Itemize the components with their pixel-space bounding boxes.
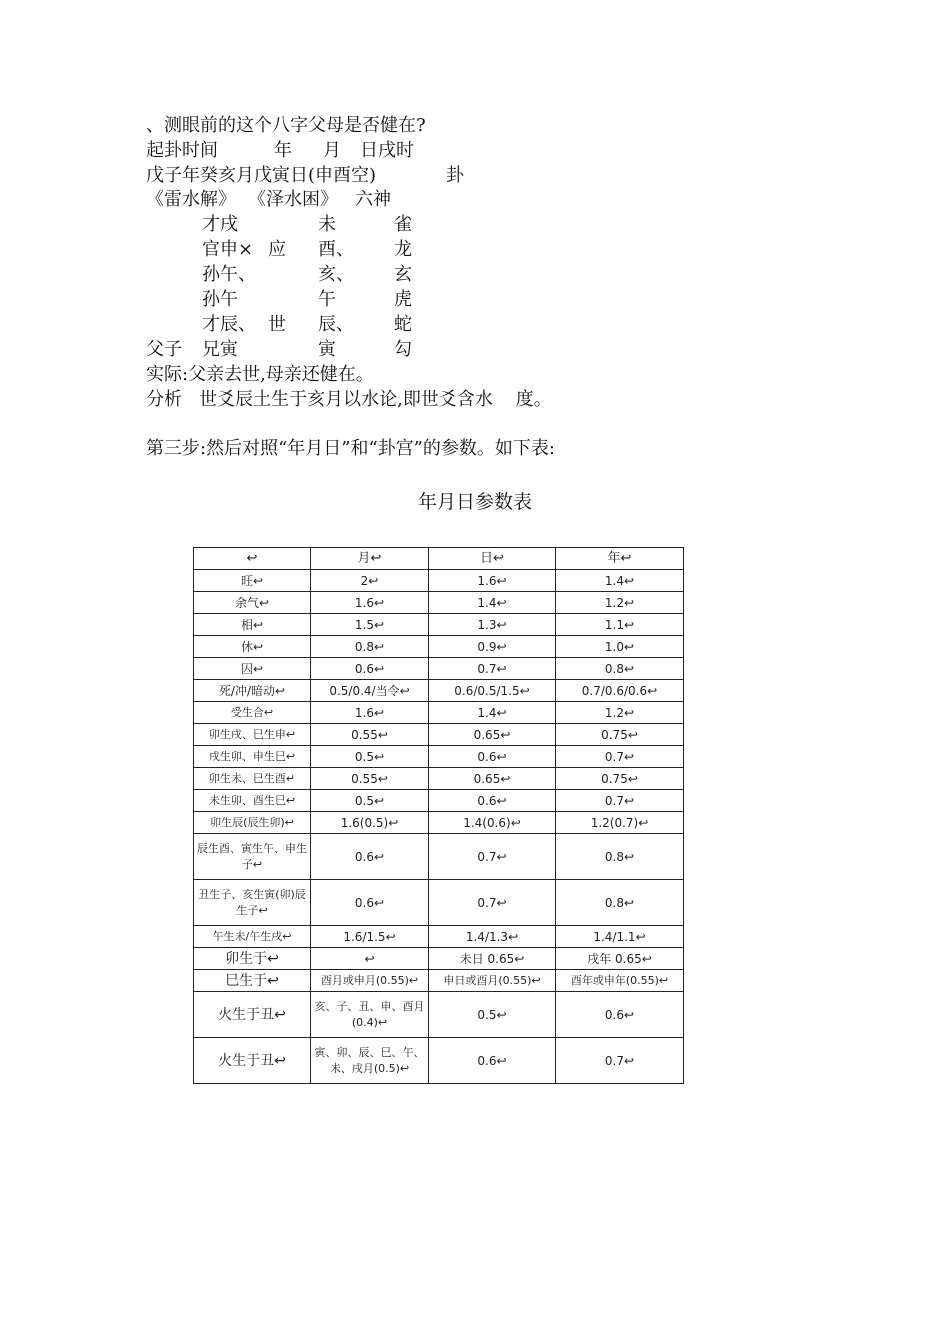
table-cell: 1.2↩ xyxy=(556,702,684,724)
table-cell: 0.6↩ xyxy=(556,992,684,1038)
table-row xyxy=(194,790,684,812)
table-cell: 0.5/0.4/当令↩ xyxy=(311,680,429,702)
table-cell: 0.5↩ xyxy=(429,992,556,1038)
row-label: 卯生辰(辰生卯)↩ xyxy=(194,812,311,834)
table-cell: 0.8↩ xyxy=(556,658,684,680)
table-cell: 1.4(0.6)↩ xyxy=(429,812,556,834)
table-row xyxy=(194,768,684,790)
fuzi-d: 勾 xyxy=(394,339,412,360)
yao-1-c1: 才戌 xyxy=(202,214,238,235)
row-label: 火生于丑↩ xyxy=(194,1038,311,1084)
row-label: 火生于丑↩ xyxy=(194,992,311,1038)
fuzi-c: 寅 xyxy=(318,339,336,360)
table-row xyxy=(194,926,684,948)
row-label: 卯生戌、巳生申↩ xyxy=(194,724,311,746)
table-cell: 1.6/1.5↩ xyxy=(311,926,429,948)
row-label: 卯生于↩ xyxy=(194,948,311,970)
yao-3-c4: 玄 xyxy=(394,264,412,285)
yao-5-c3: 辰、 xyxy=(318,314,354,335)
fuzi-b: 兄寅 xyxy=(202,339,238,360)
table-cell: 1.4↩ xyxy=(556,570,684,592)
table-row xyxy=(194,636,684,658)
table-cell: 1.4/1.1↩ xyxy=(556,926,684,948)
gua-left: 《雷水解》 xyxy=(146,189,236,210)
yao-5-c4: 蛇 xyxy=(394,314,412,335)
table-cell: 1.6(0.5)↩ xyxy=(311,812,429,834)
row-label: 辰生酉、寅生午、申生子↩ xyxy=(194,834,311,880)
table-row xyxy=(194,992,684,1038)
table-cell: 酉年或申年(0.55)↩ xyxy=(556,970,684,992)
params-table xyxy=(193,547,684,1084)
row-label: 巳生于↩ xyxy=(194,970,311,992)
yao-1-c4: 雀 xyxy=(394,214,412,235)
table-cell: 0.7↩ xyxy=(429,658,556,680)
table-row xyxy=(194,592,684,614)
table-cell: 0.75↩ xyxy=(556,724,684,746)
table-cell: 0.7↩ xyxy=(556,790,684,812)
yao-4-c3: 午 xyxy=(318,289,336,310)
row-label: 戌生卯、申生巳↩ xyxy=(194,746,311,768)
row-label: 死/冲/暗动↩ xyxy=(194,680,311,702)
analysis-line: 分析 世爻辰土生于亥月以水论,即世爻含水 度。 xyxy=(146,389,552,410)
table-cell: 0.6↩ xyxy=(311,880,429,926)
table-cell: 0.8↩ xyxy=(556,834,684,880)
table-row xyxy=(194,570,684,592)
table-cell: 1.4↩ xyxy=(429,592,556,614)
table-row xyxy=(194,812,684,834)
table-cell: 酉月或申月(0.55)↩ xyxy=(311,970,429,992)
row-label: 受生合↩ xyxy=(194,702,311,724)
header-cell: 日↩ xyxy=(429,548,556,570)
qigua-label: 起卦时间 xyxy=(146,140,218,161)
row-label: 未生卯、酉生巳↩ xyxy=(194,790,311,812)
row-label: 囚↩ xyxy=(194,658,311,680)
table-cell: 1.2↩ xyxy=(556,592,684,614)
yao-5-c1: 才辰、 xyxy=(202,314,256,335)
table-cell: 未日 0.65↩ xyxy=(429,948,556,970)
bazi-gua: 卦 xyxy=(446,165,464,186)
yao-4-c4: 虎 xyxy=(394,289,412,310)
table-cell: 1.3↩ xyxy=(429,614,556,636)
header-cell: 月↩ xyxy=(311,548,429,570)
table-cell: 0.6/0.5/1.5↩ xyxy=(429,680,556,702)
yao-2-c2: 应 xyxy=(268,239,286,260)
table-cell: 0.6↩ xyxy=(429,746,556,768)
row-label: 丑生子、亥生寅(卯)辰生子↩ xyxy=(194,880,311,926)
table-cell: 0.55↩ xyxy=(311,768,429,790)
table-row xyxy=(194,970,684,992)
table-row xyxy=(194,702,684,724)
table-cell: 1.6↩ xyxy=(429,570,556,592)
table-cell: 0.6↩ xyxy=(429,1038,556,1084)
table-title: 年月日参数表 xyxy=(418,491,533,513)
table-cell: 0.5↩ xyxy=(311,790,429,812)
qigua-year: 年 xyxy=(274,140,292,161)
yao-2-c1: 官申× xyxy=(202,239,254,260)
table-cell: 1.6↩ xyxy=(311,592,429,614)
table-cell: 0.8↩ xyxy=(556,880,684,926)
actual-line: 实际:父亲去世,母亲还健在。 xyxy=(146,364,374,385)
table-cell: 0.6↩ xyxy=(311,834,429,880)
table-cell: 0.65↩ xyxy=(429,724,556,746)
table-cell: 0.7↩ xyxy=(556,1038,684,1084)
table-cell: 1.4↩ xyxy=(429,702,556,724)
table-cell: 0.7/0.6/0.6↩ xyxy=(556,680,684,702)
table-row xyxy=(194,658,684,680)
table-cell: 亥、子、丑、申、酉月(0.4)↩ xyxy=(311,992,429,1038)
table-cell: 寅、卯、辰、巳、午、未、戌月(0.5)↩ xyxy=(311,1038,429,1084)
table-row xyxy=(194,746,684,768)
table-row xyxy=(194,614,684,636)
row-label: 休↩ xyxy=(194,636,311,658)
table-row xyxy=(194,948,684,970)
table-cell: 0.7↩ xyxy=(429,834,556,880)
table-header-row xyxy=(194,548,684,570)
table-cell: 0.65↩ xyxy=(429,768,556,790)
qigua-day: 日戌时 xyxy=(360,140,414,161)
table-cell: 0.6↩ xyxy=(311,658,429,680)
table-cell: 戌年 0.65↩ xyxy=(556,948,684,970)
gua-middle: 《泽水困》 xyxy=(248,189,338,210)
gua-right: 六神 xyxy=(355,189,391,210)
table-cell: 0.7↩ xyxy=(556,746,684,768)
table-cell: 0.8↩ xyxy=(311,636,429,658)
table-cell: 1.0↩ xyxy=(556,636,684,658)
question-line: 、测眼前的这个八字父母是否健在? xyxy=(146,115,426,136)
yao-1-c3: 未 xyxy=(318,214,336,235)
step3-line: 第三步:然后对照“年月日”和“卦宫”的参数。如下表: xyxy=(146,438,555,459)
table-row xyxy=(194,724,684,746)
row-label: 卯生未、巳生酉↵ xyxy=(194,768,311,790)
table-cell: 1.4/1.3↩ xyxy=(429,926,556,948)
yao-2-c4: 龙 xyxy=(394,239,412,260)
yao-5-c2: 世 xyxy=(268,314,286,335)
table-cell: 1.1↩ xyxy=(556,614,684,636)
table-cell: 申日或酉月(0.55)↩ xyxy=(429,970,556,992)
header-cell: ↩ xyxy=(194,548,311,570)
table-row xyxy=(194,834,684,880)
row-label: 旺↩ xyxy=(194,570,311,592)
bazi-line: 戊子年癸亥月戊寅日(申酉空) xyxy=(146,165,377,186)
table-cell: 0.55↩ xyxy=(311,724,429,746)
qigua-month: 月 xyxy=(323,140,341,161)
fuzi-a: 父子 xyxy=(146,339,182,360)
yao-4-c1: 孙午 xyxy=(202,289,238,310)
yao-3-c3: 亥、 xyxy=(318,264,354,285)
table-cell: 0.75↩ xyxy=(556,768,684,790)
table-row xyxy=(194,680,684,702)
table-cell: 1.6↩ xyxy=(311,702,429,724)
table-cell: 0.5↩ xyxy=(311,746,429,768)
table-cell: ↩ xyxy=(311,948,429,970)
row-label: 午生未/午生戌↩ xyxy=(194,926,311,948)
row-label: 相↩ xyxy=(194,614,311,636)
table-cell: 0.7↩ xyxy=(429,880,556,926)
table-row xyxy=(194,1038,684,1084)
yao-3-c1: 孙午、 xyxy=(202,264,256,285)
table-cell: 1.5↩ xyxy=(311,614,429,636)
yao-2-c3: 酉、 xyxy=(318,239,354,260)
table-row xyxy=(194,880,684,926)
table-cell: 2↩ xyxy=(311,570,429,592)
header-cell: 年↩ xyxy=(556,548,684,570)
table-cell: 0.9↩ xyxy=(429,636,556,658)
table-cell: 0.6↩ xyxy=(429,790,556,812)
row-label: 余气↩ xyxy=(194,592,311,614)
table-cell: 1.2(0.7)↩ xyxy=(556,812,684,834)
